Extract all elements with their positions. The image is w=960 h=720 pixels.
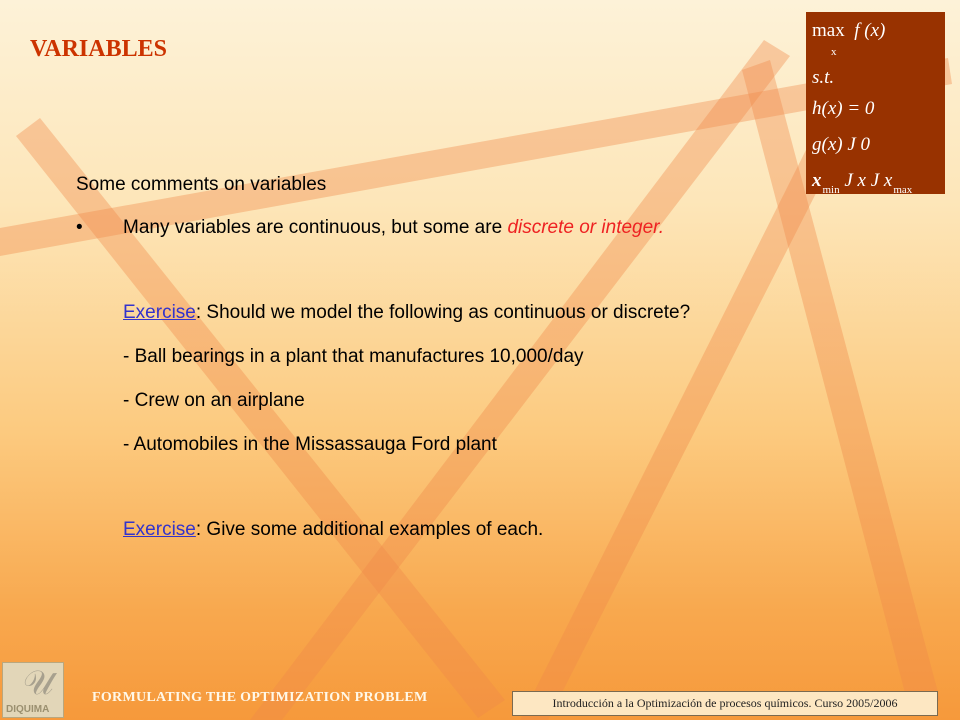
highlight-text: discrete or integer.	[507, 217, 665, 238]
formula-line-equality: h(x) = 0	[812, 98, 875, 119]
list-item-crew: - Crew on an airplane	[123, 390, 305, 411]
logo-text: DIQUIMA	[6, 704, 50, 715]
slide-title: VARIABLES	[30, 36, 167, 62]
exercise-2: Exercise: Give some additional examples of each.	[123, 519, 544, 540]
list-item-ball-bearings: - Ball bearings in a plant that manufactures 10,000/day	[123, 346, 584, 367]
formula-line-st: s.t.	[812, 67, 835, 88]
bullet-marker: •	[76, 217, 83, 238]
exercise-1: Exercise: Should we model the following as continuous or discrete?	[123, 302, 691, 323]
formula-line-bounds: $x_{min}$ J x J $x_{max}$	[812, 170, 913, 196]
formula-line-inequality: g(x) J 0	[812, 134, 871, 155]
diquima-logo	[2, 662, 64, 718]
exercise-1-link[interactable]: Exercise	[123, 302, 196, 323]
exercise-2-link[interactable]: Exercise	[123, 519, 196, 540]
body-heading: Some comments on variables	[76, 174, 327, 195]
logo-mark: 𝒰	[23, 665, 54, 702]
footer-section-title: FORMULATING THE OPTIMIZATION PROBLEM	[92, 690, 428, 705]
footer-course-label: Introducción a la Optimización de procesos químicos. Curso 2005/2006	[512, 691, 938, 716]
formula-line-objective: max f (x) x	[812, 20, 886, 58]
list-item-automobiles: - Automobiles in the Missassauga Ford plant	[123, 434, 497, 455]
bullet-item: Many variables are continuous, but some are discrete or integer.	[123, 217, 665, 238]
